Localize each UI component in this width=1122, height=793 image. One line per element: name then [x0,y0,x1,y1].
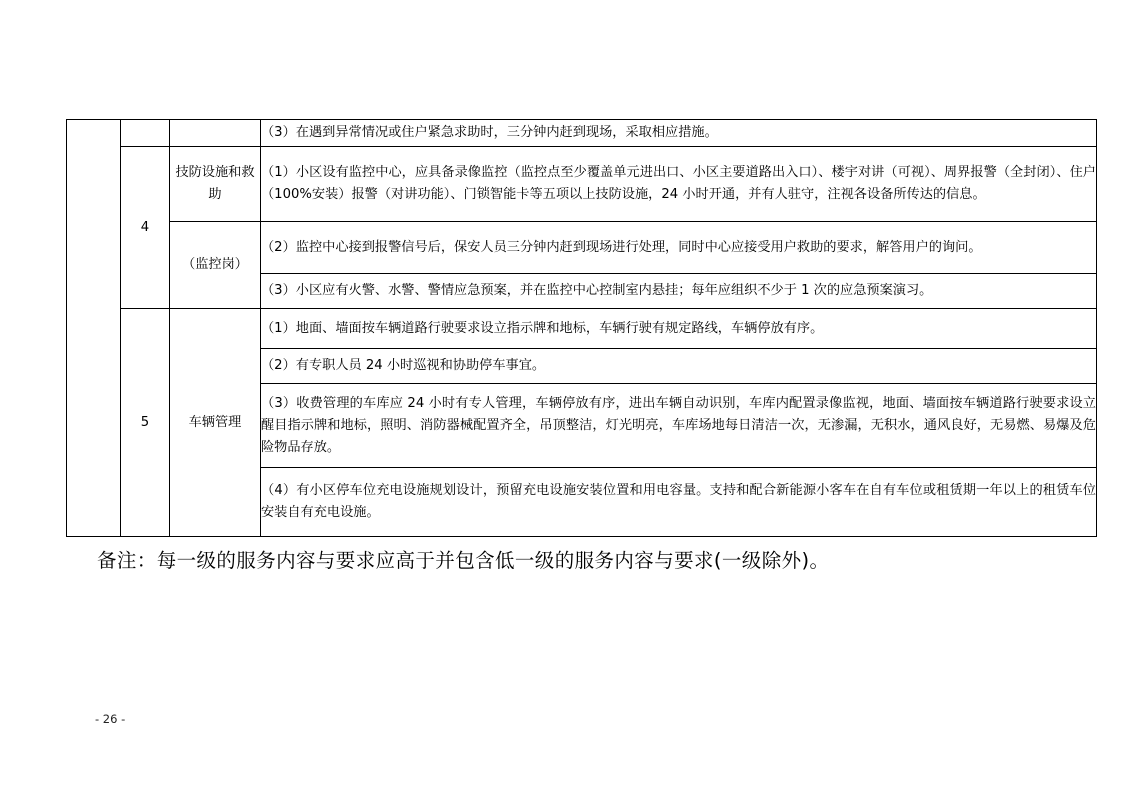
item-name: 技防设施和救助 [170,147,261,222]
remark-note: 备注：每一级的服务内容与要求应高于并包含低一级的服务内容与要求(一级除外)。 [97,549,830,572]
table-row [67,120,1097,147]
requirement-text: （3）在遇到异常情况或住户紧急求助时，三分钟内赶到现场，采取相应措施。 [261,120,1097,147]
requirement-text: （1）小区设有监控中心，应具备录像监控（监控点至少覆盖单元进出口、小区主要道路出入口）、楼宇对讲（可视）、周界报警（全封闭）、住户（100%安装）报警（对讲功能）、门锁智能卡等五项以上技防设施，24 小时开通，并有人驻守，注视各设备所传达的信息。 [261,147,1097,222]
item-name: 车辆管理 [170,309,261,537]
requirement-text: （1）地面、墙面按车辆道路行驶要求设立指示牌和地标，车辆行驶有规定路线，车辆停放有序。 [261,309,1097,349]
item-number: 5 [121,309,170,537]
item-number: 4 [121,147,170,309]
page-number: - 26 - [95,712,126,726]
item-cell [170,120,261,147]
table-row [67,222,1097,274]
requirement-text: （3）小区应有火警、水警、警情应急预案，并在监控中心控制室内悬挂；每年应组织不少于 1 次的应急预案演习。 [261,274,1097,309]
item-name: （监控岗） [170,222,261,309]
requirement-text: （2）监控中心接到报警信号后，保安人员三分钟内赶到现场进行处理，同时中心应接受用户救助的要求，解答用户的询问。 [261,222,1097,274]
table-row [67,309,1097,349]
service-standard-table [66,119,1097,537]
requirement-text: （3）收费管理的车库应 24 小时有专人管理，车辆停放有序，进出车辆自动识别，车库内配置录像监视，地面、墙面按车辆道路行驶要求设立醒目指示牌和地标，照明、消防器械配置齐全，吊顶整洁，灯光明亮，车库场地每日清洁一次，无渗漏，无积水，通风良好，无易燃、易爆及危险物品存放。 [261,384,1097,468]
requirement-text: （2）有专职人员 24 小时巡视和协助停车事宜。 [261,349,1097,384]
table-row [67,147,1097,222]
number-cell [121,120,170,147]
level-cell [67,120,121,537]
requirement-text: （4）有小区停车位充电设施规划设计，预留充电设施安装位置和用电容量。支持和配合新能源小客车在自有车位或租赁期一年以上的租赁车位安装自有充电设施。 [261,468,1097,537]
